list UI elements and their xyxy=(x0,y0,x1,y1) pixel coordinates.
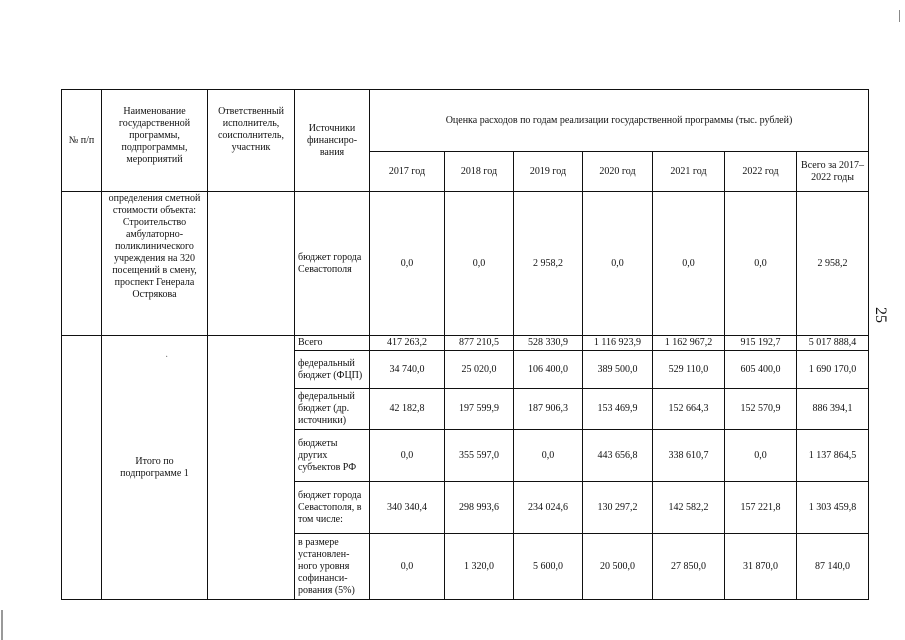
value-cell: 338 610,7 xyxy=(653,430,725,482)
value-cell: 1 320,0 xyxy=(445,534,514,600)
value-cell: 2 958,2 xyxy=(514,192,583,336)
source-cell: бюджет города Севастополя xyxy=(295,192,370,336)
source-cell: федеральный бюджет (ФЦП) xyxy=(295,351,370,389)
header-year: 2018 год xyxy=(445,152,514,192)
budget-table xyxy=(61,89,869,600)
value-cell: 886 394,1 xyxy=(797,389,869,430)
row-num xyxy=(62,192,102,336)
value-cell: 34 740,0 xyxy=(370,351,445,389)
value-cell: 106 400,0 xyxy=(514,351,583,389)
value-cell: 31 870,0 xyxy=(725,534,797,600)
value-cell: 0,0 xyxy=(370,534,445,600)
value-cell: 152 570,9 xyxy=(725,389,797,430)
value-cell: 915 192,7 xyxy=(725,336,797,351)
value-cell: 27 850,0 xyxy=(653,534,725,600)
header-row-1 xyxy=(62,90,869,152)
value-cell: 0,0 xyxy=(514,430,583,482)
header-name: Наименование государственной программы, подпрограммы, мероприятий xyxy=(102,90,208,192)
header-estimate: Оценка расходов по годам реализации государственной программы (тыс. рублей) xyxy=(370,90,869,152)
value-cell: 152 664,3 xyxy=(653,389,725,430)
value-cell: 877 210,5 xyxy=(445,336,514,351)
value-cell: 529 110,0 xyxy=(653,351,725,389)
value-cell: 0,0 xyxy=(445,192,514,336)
value-cell: 298 993,6 xyxy=(445,482,514,534)
header-year: 2022 год xyxy=(725,152,797,192)
value-cell: 157 221,8 xyxy=(725,482,797,534)
scan-dot: · xyxy=(165,352,169,363)
row-num xyxy=(62,336,102,600)
value-cell: 25 020,0 xyxy=(445,351,514,389)
source-cell: бюджет города Севастополя, в том числе: xyxy=(295,482,370,534)
value-cell: 0,0 xyxy=(583,192,653,336)
value-cell: 0,0 xyxy=(653,192,725,336)
header-executor: Ответственный исполнитель, соисполнитель, участник xyxy=(208,90,295,192)
value-cell: 528 330,9 xyxy=(514,336,583,351)
value-cell: 87 140,0 xyxy=(797,534,869,600)
value-cell: 1 162 967,2 xyxy=(653,336,725,351)
value-cell: 142 582,2 xyxy=(653,482,725,534)
header-year: 2019 год xyxy=(514,152,583,192)
value-cell: 1 137 864,5 xyxy=(797,430,869,482)
subprogram-name: Итого по подпрограмме 1 xyxy=(102,336,208,600)
value-cell: 20 500,0 xyxy=(583,534,653,600)
value-cell: 187 906,3 xyxy=(514,389,583,430)
measure-name: определения сметной стоимости объекта: Строительство амбулаторно-поликлинического учреждения на 320 посещений в смену, проспект Генерала Острякова xyxy=(102,192,208,336)
header-total: Всего за 2017–2022 годы xyxy=(797,152,869,192)
value-cell: 5 017 888,4 xyxy=(797,336,869,351)
header-year: 2020 год xyxy=(583,152,653,192)
value-cell: 340 340,4 xyxy=(370,482,445,534)
value-cell: 605 400,0 xyxy=(725,351,797,389)
value-cell: 234 024,6 xyxy=(514,482,583,534)
source-cell: в размере установлен-ного уровня софинанси-рования (5%) xyxy=(295,534,370,600)
executor-cell xyxy=(208,192,295,336)
value-cell: 1 303 459,8 xyxy=(797,482,869,534)
value-cell: 153 469,9 xyxy=(583,389,653,430)
value-cell: 1 116 923,9 xyxy=(583,336,653,351)
scan-edge-mark xyxy=(899,10,900,22)
source-cell: федеральный бюджет (др. источники) xyxy=(295,389,370,430)
value-cell: 355 597,0 xyxy=(445,430,514,482)
value-cell: 197 599,9 xyxy=(445,389,514,430)
page-number: 25 xyxy=(872,307,889,323)
value-cell: 0,0 xyxy=(725,192,797,336)
source-cell: Всего xyxy=(295,336,370,351)
value-cell: 0,0 xyxy=(370,192,445,336)
header-year: 2021 год xyxy=(653,152,725,192)
executor-cell xyxy=(208,336,295,600)
header-year: 2017 год xyxy=(370,152,445,192)
value-cell: 1 690 170,0 xyxy=(797,351,869,389)
value-cell: 389 500,0 xyxy=(583,351,653,389)
source-cell: бюджеты других субъектов РФ xyxy=(295,430,370,482)
scan-edge-mark xyxy=(1,610,3,640)
table-row xyxy=(62,336,869,351)
value-cell: 5 600,0 xyxy=(514,534,583,600)
header-sources: Источники финансиро-вания xyxy=(295,90,370,192)
value-cell: 130 297,2 xyxy=(583,482,653,534)
value-cell: 443 656,8 xyxy=(583,430,653,482)
table-row xyxy=(62,192,869,336)
header-num: № п/п xyxy=(62,90,102,192)
value-cell: 0,0 xyxy=(370,430,445,482)
value-cell: 2 958,2 xyxy=(797,192,869,336)
value-cell: 0,0 xyxy=(725,430,797,482)
value-cell: 417 263,2 xyxy=(370,336,445,351)
value-cell: 42 182,8 xyxy=(370,389,445,430)
